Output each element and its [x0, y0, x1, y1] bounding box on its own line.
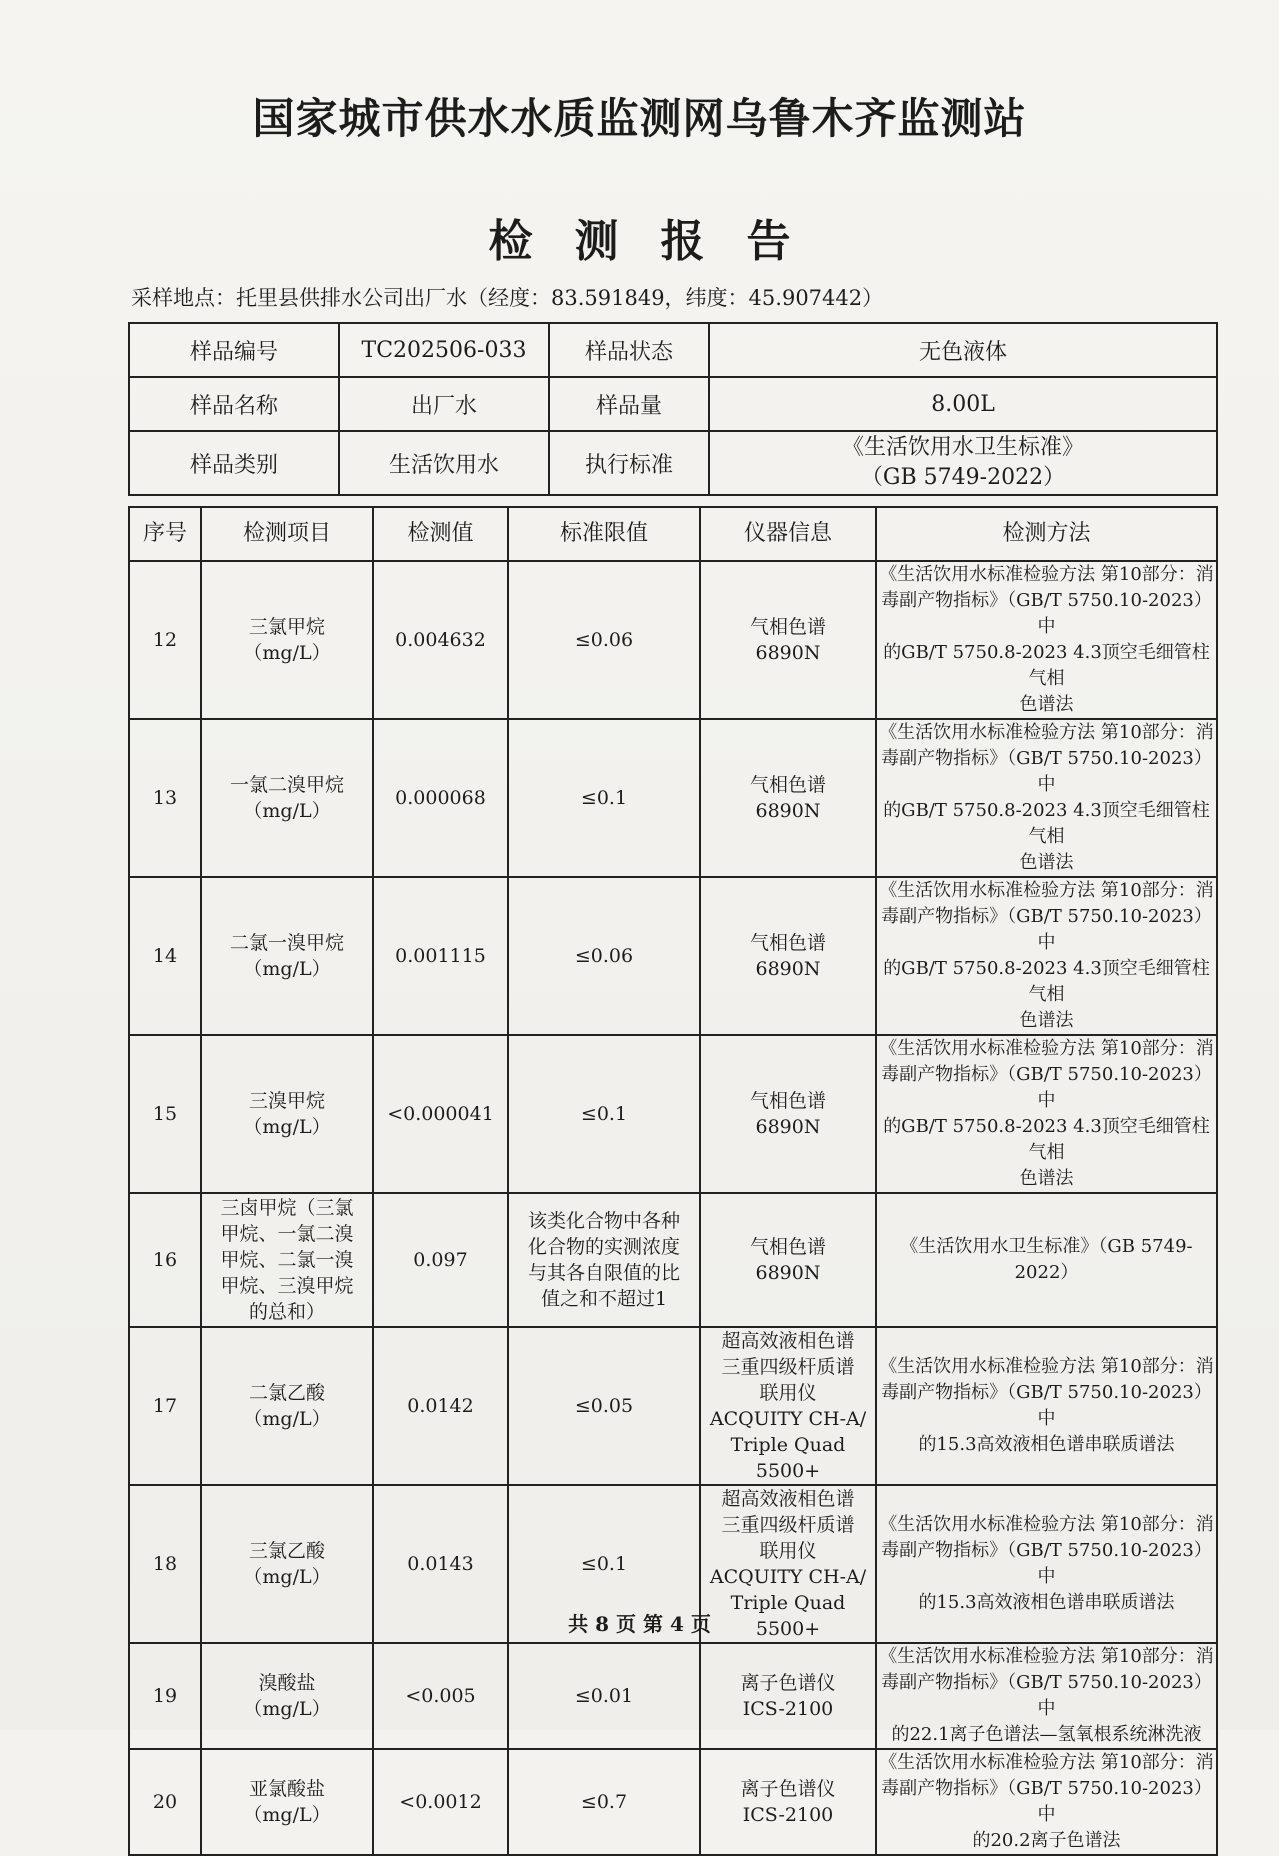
- row-method-line: 《生活饮用水卫生标准》（GB 5749-2022）: [900, 1236, 1193, 1283]
- row-no: 20: [129, 1749, 201, 1855]
- table-row: [129, 1749, 1217, 1855]
- row-instrument-line: 5500+: [755, 1460, 821, 1482]
- row-instrument-line: Triple Quad: [730, 1592, 846, 1614]
- row-item: [201, 561, 373, 719]
- row-item-line: （mg/L）: [243, 1116, 331, 1138]
- row-value: 0.001115: [373, 877, 508, 1035]
- row-instrument: [700, 561, 876, 719]
- row-method-line: 的20.2离子色谱法: [972, 1830, 1121, 1851]
- row-value: 0.0142: [373, 1327, 508, 1485]
- row-method-line: 毒副产物指标》（GB/T 5750.10-2023）中: [881, 1382, 1212, 1429]
- row-instrument-line: Triple Quad: [730, 1434, 846, 1456]
- column-header-limit: 标准限值: [508, 507, 700, 561]
- row-limit-line: 化合物的实测浓度: [527, 1236, 680, 1258]
- row-instrument-line: ICS-2100: [742, 1804, 834, 1826]
- row-method-line: 毒副产物指标》（GB/T 5750.10-2023）中: [881, 906, 1212, 953]
- row-item-line: （mg/L）: [243, 958, 331, 980]
- sample-no-value: TC202506-033: [339, 323, 549, 377]
- column-header-item: 检测项目: [201, 507, 373, 561]
- row-method: [876, 1327, 1217, 1485]
- row-item-line: （mg/L）: [243, 800, 331, 822]
- report-title: 检测报告: [488, 216, 833, 267]
- row-item-line: （mg/L）: [243, 1408, 331, 1430]
- row-item-line: 甲烷、二氯一溴: [220, 1249, 354, 1271]
- row-method: [876, 561, 1217, 719]
- row-limit: [508, 1643, 700, 1749]
- row-no: 17: [129, 1327, 201, 1485]
- row-instrument-line: 6890N: [755, 1116, 821, 1138]
- row-item: [201, 719, 373, 877]
- row-no: 13: [129, 719, 201, 877]
- row-item-line: 甲烷、一氯二溴: [220, 1223, 354, 1245]
- row-method: [876, 719, 1217, 877]
- row-no: 19: [129, 1643, 201, 1749]
- row-item: [201, 877, 373, 1035]
- row-method-line: 的15.3高效液相色谱串联质谱法: [918, 1592, 1175, 1613]
- row-item-line: 甲烷、三溴甲烷: [220, 1275, 354, 1297]
- row-item-line: 亚氯酸盐: [248, 1778, 325, 1800]
- row-limit-line: ≤0.1: [580, 787, 628, 809]
- row-limit-line: ≤0.01: [574, 1685, 634, 1707]
- row-method-line: 毒副产物指标》（GB/T 5750.10-2023）中: [881, 590, 1212, 637]
- sample-info-row: [129, 377, 1217, 431]
- row-instrument-line: 气相色谱: [749, 1090, 826, 1112]
- row-limit: [508, 719, 700, 877]
- row-method-line: 《生活饮用水标准检验方法 第10部分：消: [879, 722, 1214, 743]
- row-limit: [508, 1749, 700, 1855]
- standard-line: （GB 5749-2022）: [860, 465, 1066, 490]
- table-row: [129, 877, 1217, 1035]
- table-row: [129, 1035, 1217, 1193]
- sample-info-row: [129, 431, 1217, 495]
- row-instrument-line: 气相色谱: [749, 932, 826, 954]
- column-header-value: 检测值: [373, 507, 508, 561]
- row-limit-line: 值之和不超过1: [540, 1288, 668, 1310]
- row-value: 0.097: [373, 1193, 508, 1327]
- row-method-line: 《生活饮用水标准检验方法 第10部分：消: [879, 880, 1214, 901]
- row-method: [876, 1193, 1217, 1327]
- row-limit-line: 与其各自限值的比: [527, 1262, 680, 1284]
- page-footer: 共 8 页 第 4 页: [568, 1612, 711, 1636]
- row-method-line: 的GB/T 5750.8-2023 4.3顶空毛细管柱气相: [883, 642, 1210, 689]
- row-value: 0.000068: [373, 719, 508, 877]
- sample-category-label: 样品类别: [129, 431, 339, 495]
- row-limit-line: 该类化合物中各种: [527, 1210, 680, 1232]
- row-item-line: 三溴甲烷: [248, 1090, 325, 1112]
- sample-info-row: [129, 323, 1217, 377]
- row-item: [201, 1193, 373, 1327]
- sample-no-label: 样品编号: [129, 323, 339, 377]
- row-item-line: （mg/L）: [243, 1804, 331, 1826]
- column-header-instrument: 仪器信息: [700, 507, 876, 561]
- row-item-line: 二氯乙酸: [248, 1382, 325, 1404]
- row-item: [201, 1035, 373, 1193]
- row-item-line: 二氯一溴甲烷: [229, 932, 344, 954]
- row-method-line: 的GB/T 5750.8-2023 4.3顶空毛细管柱气相: [883, 1116, 1210, 1163]
- row-limit-line: ≤0.06: [574, 945, 634, 967]
- row-method-line: 色谱法: [1019, 852, 1074, 873]
- row-instrument-line: 6890N: [755, 1262, 821, 1284]
- table-row: [129, 1643, 1217, 1749]
- row-limit-line: ≤0.1: [580, 1553, 628, 1575]
- row-no: 12: [129, 561, 201, 719]
- sample-name-label: 样品名称: [129, 377, 339, 431]
- row-value: <0.005: [373, 1643, 508, 1749]
- sample-info-table: [128, 322, 1218, 496]
- row-instrument-line: 离子色谱仪: [740, 1672, 836, 1694]
- row-no: 16: [129, 1193, 201, 1327]
- row-method-line: 毒副产物指标》（GB/T 5750.10-2023）中: [881, 1778, 1212, 1825]
- row-item-line: （mg/L）: [243, 1566, 331, 1588]
- row-item: [201, 1643, 373, 1749]
- column-header-method: 检测方法: [876, 507, 1217, 561]
- row-instrument-line: 气相色谱: [749, 774, 826, 796]
- row-instrument: [700, 1327, 876, 1485]
- row-method: [876, 1643, 1217, 1749]
- standard-line: 《生活饮用水卫生标准》: [841, 435, 1084, 460]
- row-instrument-line: 6890N: [755, 642, 821, 664]
- row-instrument: [700, 1749, 876, 1855]
- sample-state-value: 无色液体: [709, 323, 1217, 377]
- table-header-row: [129, 507, 1217, 561]
- row-item-line: 的总和）: [248, 1301, 325, 1323]
- row-instrument-line: 三重四级杆质谱: [721, 1356, 855, 1378]
- organization-title: 国家城市供水水质监测网乌鲁木齐监测站: [252, 94, 1027, 143]
- row-item: [201, 1327, 373, 1485]
- row-instrument-line: 6890N: [755, 958, 821, 980]
- row-method-line: 《生活饮用水标准检验方法 第10部分：消: [879, 1038, 1214, 1059]
- row-instrument: [700, 1193, 876, 1327]
- row-instrument-line: 5500+: [755, 1618, 821, 1640]
- row-item-line: 三氯甲烷: [248, 616, 325, 638]
- row-instrument-line: 联用仪: [759, 1540, 817, 1562]
- row-method-line: 的GB/T 5750.8-2023 4.3顶空毛细管柱气相: [883, 958, 1210, 1005]
- row-instrument-line: 气相色谱: [749, 616, 826, 638]
- row-instrument: [700, 1643, 876, 1749]
- row-no: 18: [129, 1485, 201, 1643]
- row-method-line: 《生活饮用水标准检验方法 第10部分：消: [879, 1646, 1214, 1667]
- row-method-line: 的GB/T 5750.8-2023 4.3顶空毛细管柱气相: [883, 800, 1210, 847]
- row-item-line: （mg/L）: [243, 642, 331, 664]
- row-method-line: 《生活饮用水标准检验方法 第10部分：消: [879, 1356, 1214, 1377]
- row-method: [876, 1035, 1217, 1193]
- row-instrument-line: 联用仪: [759, 1382, 817, 1404]
- row-limit: [508, 1327, 700, 1485]
- row-limit-line: ≤0.06: [574, 629, 634, 651]
- row-method-line: 色谱法: [1019, 1168, 1074, 1189]
- row-method-line: 《生活饮用水标准检验方法 第10部分：消: [879, 1752, 1214, 1773]
- row-limit: [508, 877, 700, 1035]
- row-instrument-line: ACQUITY CH-A/: [709, 1566, 867, 1588]
- row-instrument: [700, 877, 876, 1035]
- row-method-line: 《生活饮用水标准检验方法 第10部分：消: [879, 564, 1214, 585]
- row-method-line: 《生活饮用水标准检验方法 第10部分：消: [879, 1514, 1214, 1535]
- row-instrument: [700, 1035, 876, 1193]
- row-item: [201, 1749, 373, 1855]
- row-value: 0.0143: [373, 1485, 508, 1643]
- row-instrument-line: 气相色谱: [749, 1236, 826, 1258]
- row-instrument-line: 三重四级杆质谱: [721, 1514, 855, 1536]
- sample-name-value: 出厂水: [339, 377, 549, 431]
- row-no: 15: [129, 1035, 201, 1193]
- sample-state-label: 样品状态: [549, 323, 709, 377]
- row-instrument-line: 离子色谱仪: [740, 1778, 836, 1800]
- row-instrument-line: 超高效液相色谱: [721, 1330, 855, 1352]
- sample-amount-value: 8.00L: [709, 377, 1217, 431]
- row-limit-line: ≤0.7: [580, 1791, 628, 1813]
- row-value: <0.0012: [373, 1749, 508, 1855]
- column-header-no: 序号: [129, 507, 201, 561]
- row-method-line: 毒副产物指标》（GB/T 5750.10-2023）中: [881, 748, 1212, 795]
- row-item-line: 三卤甲烷（三氯: [220, 1197, 354, 1219]
- sample-amount-label: 样品量: [549, 377, 709, 431]
- row-value: <0.000041: [373, 1035, 508, 1193]
- row-instrument-line: ICS-2100: [742, 1698, 834, 1720]
- row-limit-line: ≤0.05: [574, 1395, 634, 1417]
- row-method-line: 的22.1离子色谱法—氢氧根系统淋洗液: [891, 1724, 1202, 1745]
- row-item-line: 溴酸盐: [258, 1672, 316, 1694]
- row-instrument-line: 超高效液相色谱: [721, 1488, 855, 1510]
- table-row: [129, 719, 1217, 877]
- row-limit: [508, 1035, 700, 1193]
- row-item-line: 三氯乙酸: [248, 1540, 325, 1562]
- row-limit-line: ≤0.1: [580, 1103, 628, 1125]
- row-method-line: 毒副产物指标》（GB/T 5750.10-2023）中: [881, 1540, 1212, 1587]
- row-instrument-line: 6890N: [755, 800, 821, 822]
- row-limit: [508, 1193, 700, 1327]
- row-value: 0.004632: [373, 561, 508, 719]
- standard-label: 执行标准: [549, 431, 709, 495]
- row-item-line: （mg/L）: [243, 1698, 331, 1720]
- row-item-line: 一氯二溴甲烷: [229, 774, 344, 796]
- row-instrument-line: ACQUITY CH-A/: [709, 1408, 867, 1430]
- sampling-location: 采样地点：托里县供排水公司出厂水（经度：83.591849，纬度：45.907442）: [131, 286, 884, 310]
- sample-category-value: 生活饮用水: [339, 431, 549, 495]
- row-method: [876, 877, 1217, 1035]
- table-row: [129, 1193, 1217, 1327]
- row-method-line: 毒副产物指标》（GB/T 5750.10-2023）中: [881, 1064, 1212, 1111]
- standard-value: [709, 431, 1217, 495]
- test-results-table: [128, 506, 1218, 1856]
- row-method-line: 毒副产物指标》（GB/T 5750.10-2023）中: [881, 1672, 1212, 1719]
- row-method-line: 色谱法: [1019, 694, 1074, 715]
- row-limit: [508, 561, 700, 719]
- row-method-line: 的15.3高效液相色谱串联质谱法: [918, 1434, 1175, 1455]
- table-row: [129, 1327, 1217, 1485]
- table-row: [129, 561, 1217, 719]
- row-instrument: [700, 719, 876, 877]
- row-no: 14: [129, 877, 201, 1035]
- row-method-line: 色谱法: [1019, 1010, 1074, 1031]
- row-method: [876, 1749, 1217, 1855]
